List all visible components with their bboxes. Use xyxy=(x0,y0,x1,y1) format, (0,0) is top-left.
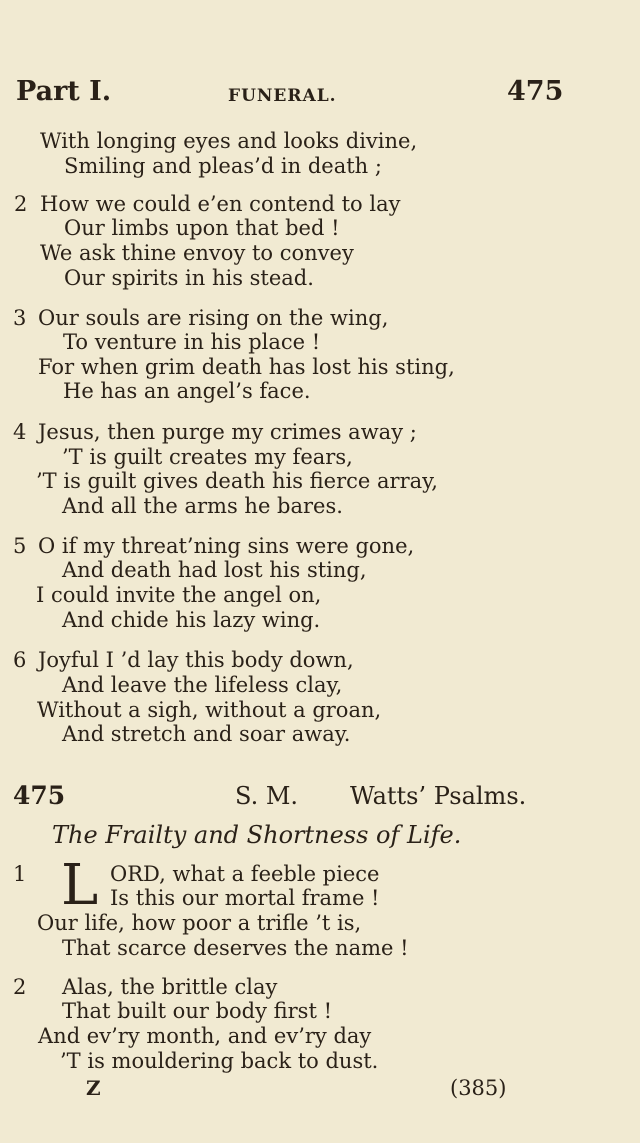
verse-line: For when grim death has lost his sting, xyxy=(38,355,455,379)
verse-number: 6 xyxy=(13,648,27,672)
verse-line: How we could e’en contend to lay xyxy=(40,192,401,216)
signature-mark: Z xyxy=(86,1076,101,1100)
verse-line: And death had lost his sting, xyxy=(62,558,367,582)
verse-line: Jesus, then purge my crimes away ; xyxy=(38,420,417,444)
verse-number: 2 xyxy=(14,192,28,216)
verse-line: He has an angel’s face. xyxy=(63,379,311,403)
verse-line: That built our body first ! xyxy=(62,999,333,1023)
verse-line: Our life, how poor a trifle ’t is, xyxy=(37,911,362,935)
verse-line: I could invite the angel on, xyxy=(36,583,322,607)
hymn-meter: S. M. xyxy=(235,782,299,810)
verse-line: ’T is guilt creates my fears, xyxy=(62,445,353,469)
verse-line: To venture in his place ! xyxy=(63,330,321,354)
verse-line: Alas, the brittle clay xyxy=(62,975,278,999)
hymn-number: 475 xyxy=(13,781,66,810)
verse-line: ’T is guilt gives death his fierce array, xyxy=(36,469,438,493)
running-head-part: Part I. xyxy=(16,76,112,107)
verse-line: Our spirits in his stead. xyxy=(64,266,314,290)
verse-number: 2 xyxy=(13,975,27,999)
verse-number: 5 xyxy=(13,534,27,558)
verse-line: Smiling and pleas’d in death ; xyxy=(64,154,382,178)
running-head-hymn-number: 475 xyxy=(507,76,564,107)
verse-line: And leave the lifeless clay, xyxy=(62,673,343,697)
hymn-title: The Frailty and Shortness of Life. xyxy=(52,821,462,849)
verse-line: And chide his lazy wing. xyxy=(62,608,321,632)
running-head-title: FUNERAL. xyxy=(228,86,337,106)
verse-line: ORD, what a feeble piece xyxy=(110,862,380,886)
verse-line: ’T is mouldering back to dust. xyxy=(60,1049,379,1073)
verse-line: We ask thine envoy to convey xyxy=(40,241,354,265)
hymn-source: Watts’ Psalms. xyxy=(350,782,527,810)
verse-line: Is this our mortal frame ! xyxy=(110,886,380,910)
verse-line: Our limbs upon that bed ! xyxy=(64,216,340,240)
verse-line: That scarce deserves the name ! xyxy=(62,936,409,960)
verse-number: 3 xyxy=(13,306,27,330)
verse-line: And stretch and soar away. xyxy=(62,722,351,746)
verse-number: 4 xyxy=(13,420,27,444)
drop-cap: L xyxy=(61,853,99,918)
verse-line: Our souls are rising on the wing, xyxy=(38,306,389,330)
verse-line: Without a sigh, without a groan, xyxy=(37,698,382,722)
verse-line: O if my threat’ning sins were gone, xyxy=(38,534,415,558)
verse-line: And ev’ry month, and ev’ry day xyxy=(38,1024,372,1048)
page-number: (385) xyxy=(450,1076,507,1100)
verse-line: With longing eyes and looks divine, xyxy=(40,129,418,153)
verse-line: And all the arms he bares. xyxy=(62,494,343,518)
verse-number: 1 xyxy=(13,862,27,886)
verse-line: Joyful I ’d lay this body down, xyxy=(38,648,354,672)
